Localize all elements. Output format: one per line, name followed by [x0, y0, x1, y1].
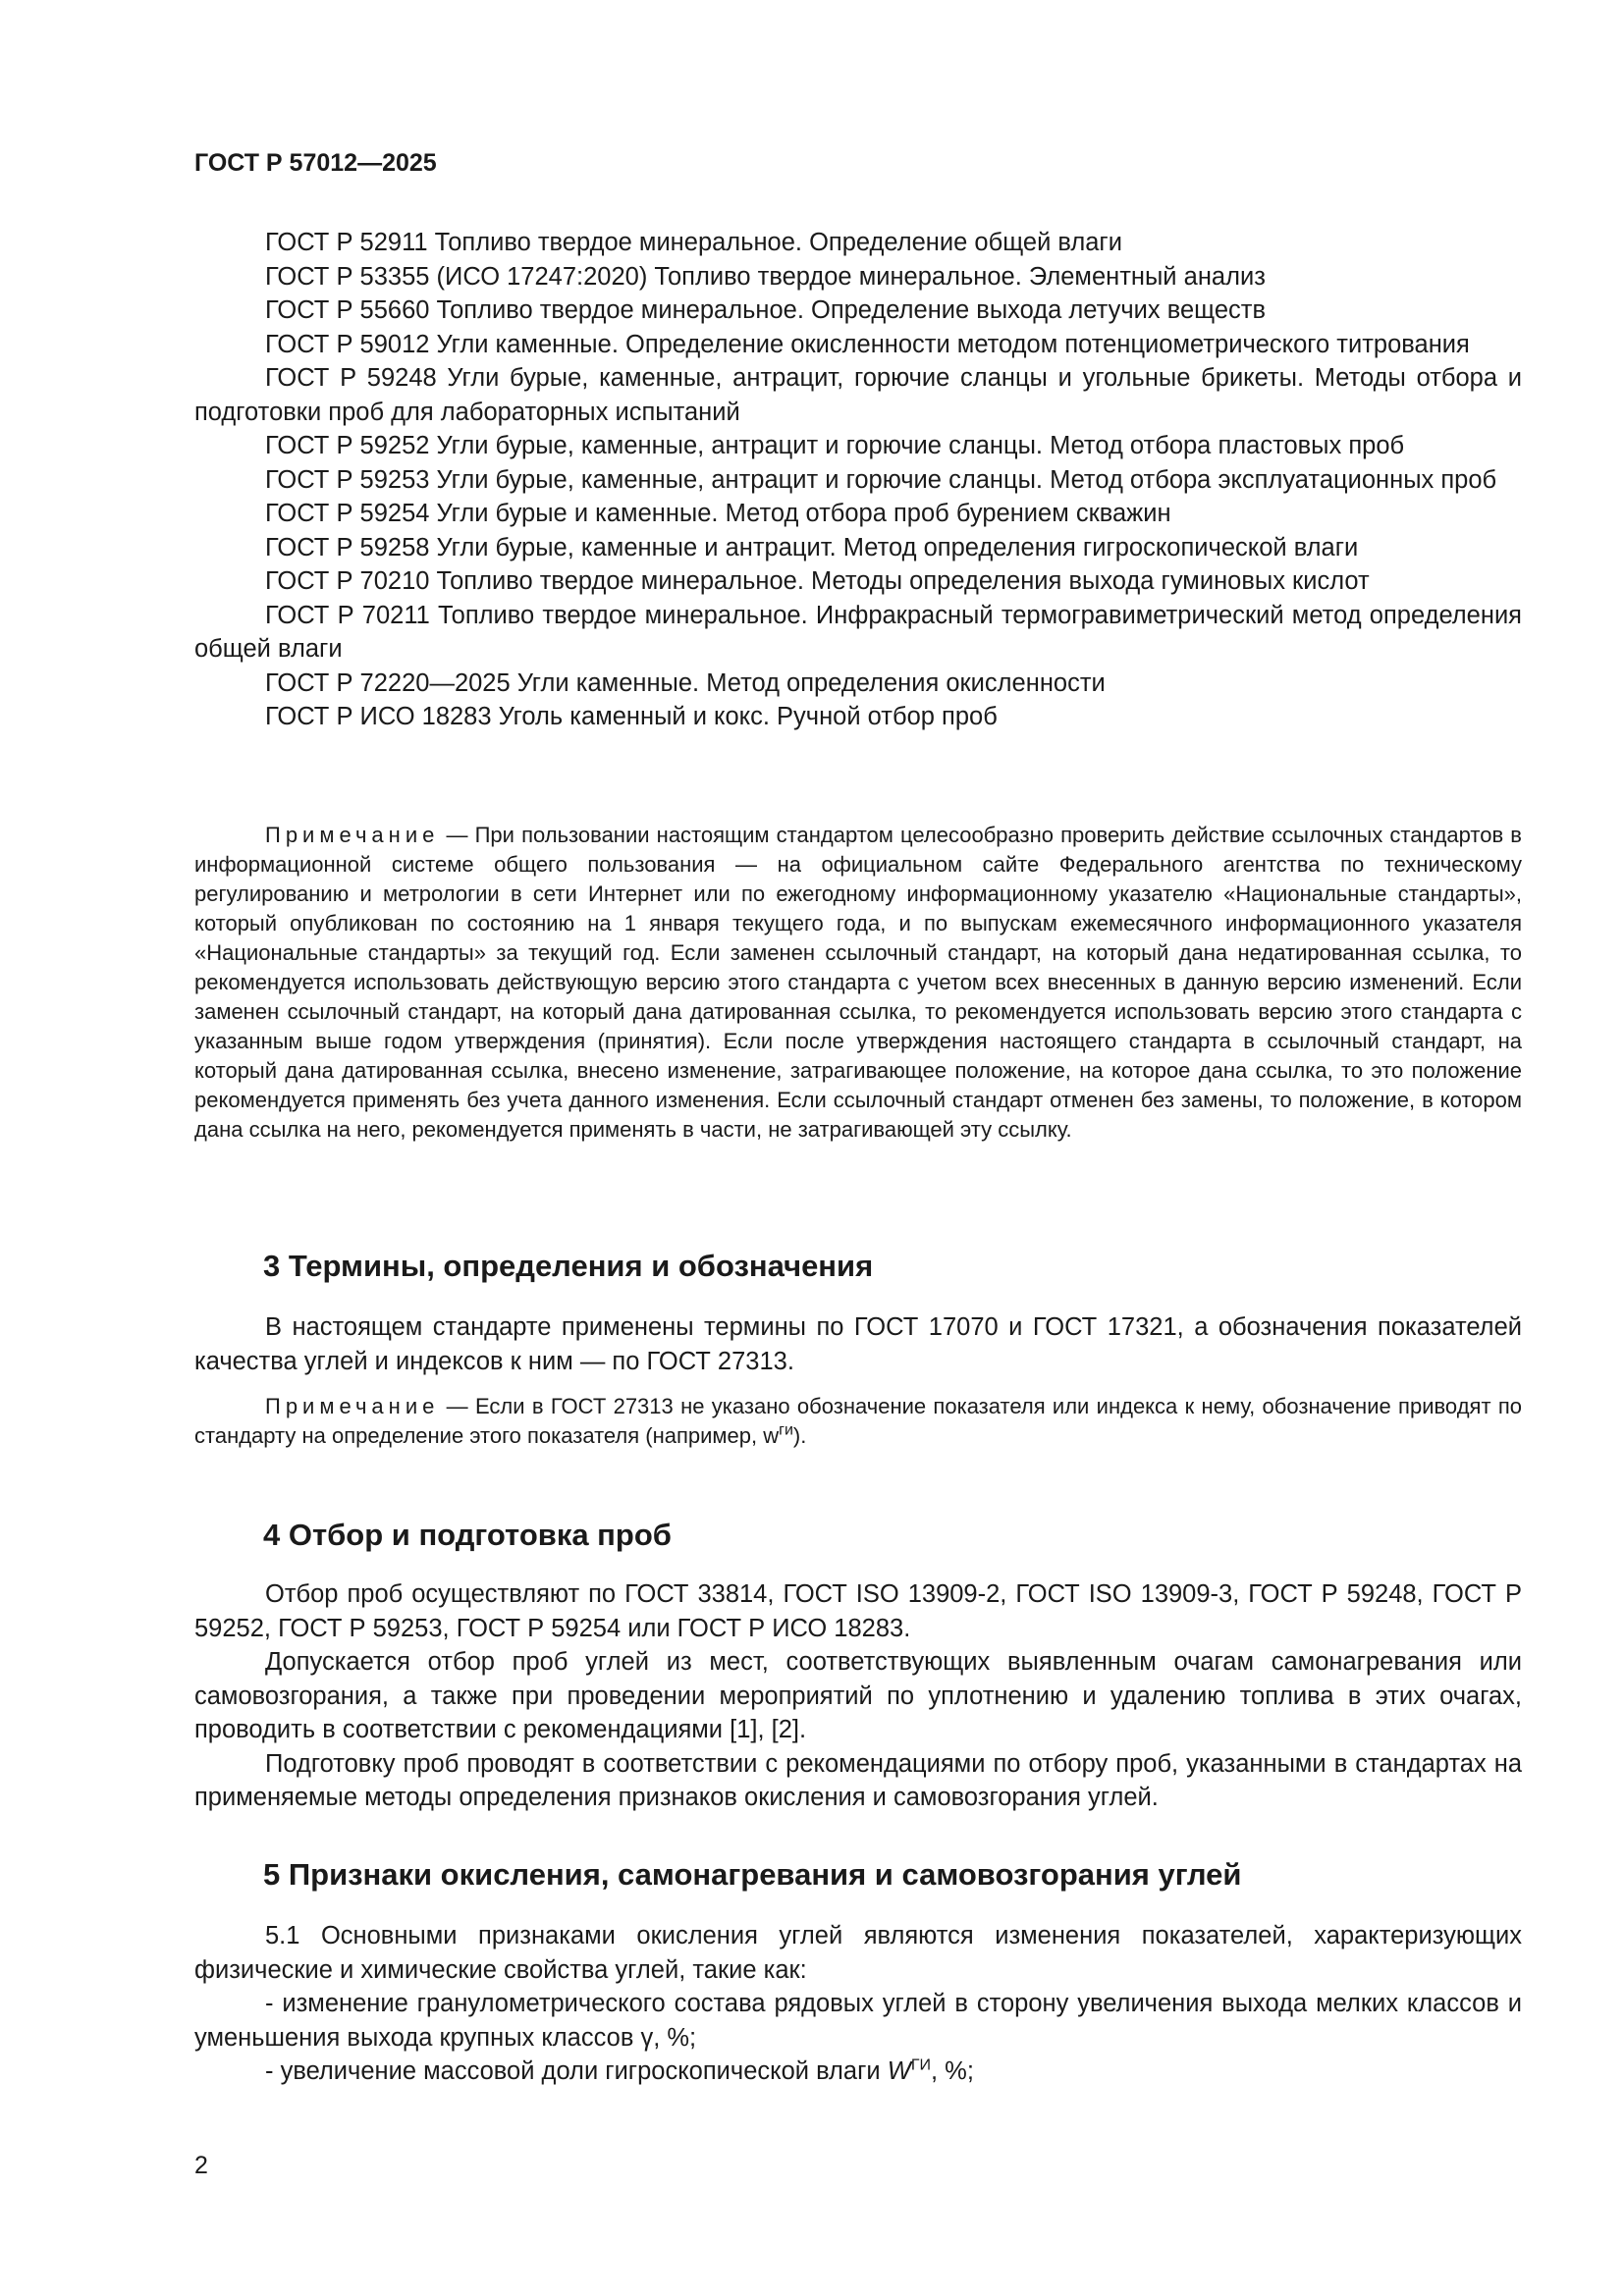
reference-item: ГОСТ Р 55660 Топливо твердое минеральное. Определение выхода летучих веществ — [265, 296, 1266, 324]
note-label: Примечание — [265, 1394, 440, 1418]
note-end: ). — [792, 1423, 807, 1448]
reference-item: ГОСТ Р 59248 Угли бурые, каменные, антрацит, горючие сланцы и угольные брикеты. Методы отбора и подготовки проб для лабораторных испытаний — [194, 364, 1522, 426]
section-4-body — [194, 1577, 1522, 1815]
reference-item: ГОСТ Р 59252 Угли бурые, каменные, антрацит и горючие сланцы. Метод отбора пластовых проб — [265, 432, 1405, 459]
reference-item: ГОСТ Р 59253 Угли бурые, каменные, антрацит и горючие сланцы. Метод отбора эксплуатационных проб — [265, 465, 1497, 494]
note-text: — Если в ГОСТ 27313 не указано обозначение показателя или индекса к нему, обозначение приводят по стандарту на определение этого показателя (например, w — [194, 1394, 1522, 1448]
reference-item: ГОСТ Р ИСО 18283 Уголь каменный и кокс. Ручной отбор проб — [265, 703, 998, 730]
section-5-list-item: - изменение гранулометрического состава рядовых углей в сторону увеличения выхода мелких классов и уменьшения выхода крупных классов γ, %; — [194, 1990, 1522, 2052]
item-text: - увеличение массовой доли гигроскопической влаги — [265, 2057, 888, 2085]
section-3-paragraph: В настоящем стандарте применены термины по ГОСТ 17070 и ГОСТ 17321, а обозначения показателей качества углей и индексов к ним — по ГОСТ 27313. — [194, 1313, 1522, 1375]
reference-item: ГОСТ Р 59258 Угли бурые, каменные и антрацит. Метод определения гигроскопической влаги — [265, 533, 1359, 561]
reference-item: ГОСТ Р 53355 (ИСО 17247:2020) Топливо твердое минеральное. Элементный анализ — [265, 262, 1266, 291]
reference-item: ГОСТ Р 59012 Угли каменные. Определение окисленности методом потенциометрического титрования — [265, 330, 1470, 358]
reference-item: ГОСТ Р 70210 Топливо твердое минеральное. Методы определения выхода гуминовых кислот — [265, 567, 1370, 595]
moisture-symbol: W — [887, 2057, 911, 2085]
section-5-list-item — [194, 2055, 1522, 2089]
section-5-paragraph: 5.1 Основными признаками окисления углей являются изменения показателей, характеризующих физические и химические свойства углей, такие как: — [194, 1922, 1522, 1984]
moisture-superscript: ГИ — [910, 2056, 931, 2074]
reference-item: ГОСТ Р 59254 Угли бурые и каменные. Метод отбора проб бурением скважин — [265, 500, 1171, 527]
section-4-title: 4 Отбор и подготовка проб — [263, 1518, 672, 1552]
reference-item: ГОСТ Р 52911 Топливо твердое минеральное. Определение общей влаги — [265, 229, 1122, 256]
section-5-body — [194, 1919, 1522, 2089]
section-3-body — [194, 1310, 1522, 1378]
note-superscript: ги — [779, 1421, 793, 1439]
document-header: ГОСТ Р 57012—2025 — [194, 149, 437, 177]
note-references — [194, 821, 1522, 1145]
section-4-paragraph: Отбор проб осуществляют по ГОСТ 33814, ГОСТ ISO 13909-2, ГОСТ ISO 13909-3, ГОСТ Р 59248, ГОСТ Р 59252, ГОСТ Р 59253, ГОСТ Р 59254 или ГОСТ Р ИСО 18283. — [194, 1580, 1522, 1642]
note-label: Примечание — [265, 823, 440, 847]
section-4-paragraph: Подготовку проб проводят в соответствии с рекомендациями по отбору проб, указанными в стандартах на применяемые методы определения признаков окисления и самовозгорания углей. — [194, 1749, 1522, 1811]
section-3-title: 3 Термины, определения и обозначения — [263, 1249, 874, 1283]
section-3-note — [194, 1392, 1522, 1451]
reference-item: ГОСТ Р 72220—2025 Угли каменные. Метод определения окисленности — [265, 668, 1106, 697]
page-number: 2 — [194, 2152, 208, 2179]
reference-item: ГОСТ Р 70211 Топливо твердое минеральное. Инфракрасный термогравиметрический метод определения общей влаги — [194, 601, 1522, 663]
note-text: — При пользовании настоящим стандартом целесообразно проверить действие ссылочных стандартов в информационной системе общего пользования — на официальном сайте Федерального агентства по техническому регулированию и метрологии в сети Интернет или по ежегодному информационному указателю «Национальные стандарты», который опубликован по состоянию на 1 января текущего года, и по выпускам ежемесячного информационного указателя «Национальные стандарты» за текущий год. Если заменен ссылочный стандарт, на который дана недатированная ссылка, то рекомендуется использовать действующую версию этого стандарта с учетом всех внесенных в данную версию изменений. Если заменен ссылочный стандарт, на который дана датированная ссылка, то рекомендуется использовать версию этого стандарта с указанным выше годом утверждения (принятия). Если после утверждения настоящего стандарта в ссылочный стандарт, на который дана датированная ссылка, внесено изменение, затрагивающее положение, на которое дана ссылка, то это положение рекомендуется применять без учета данного изменения. Если ссылочный стандарт отменен без замены, то положение, в котором дана ссылка на него, рекомендуется применять в части, не затрагивающей эту ссылку. — [194, 823, 1522, 1142]
item-text-end: , %; — [930, 2057, 974, 2085]
section-5-title: 5 Признаки окисления, самонагревания и самовозгорания углей — [263, 1857, 1242, 1892]
section-4-paragraph: Допускается отбор проб углей из мест, соответствующих выявленным очагам самонагревания или самовозгорания, а также при проведении мероприятий по уплотнению и удалению топлива в этих очагах, проводить в соответствии с рекомендациями [1], [2]. — [194, 1648, 1522, 1743]
reference-list — [194, 226, 1522, 734]
